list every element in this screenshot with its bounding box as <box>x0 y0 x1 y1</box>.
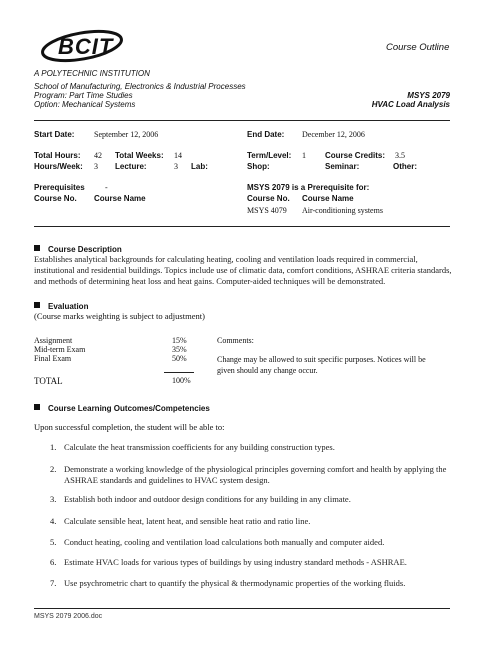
bullet-square-icon <box>34 404 40 410</box>
credits-value: 3.5 <box>395 151 405 160</box>
lecture-value: 3 <box>174 162 178 171</box>
description-text: Establishes analytical backgrounds for calculating heating, cooling and ventilation loads required in commercial, institutional and residential buildings. Topics include use of climatic data, comfort conditions, ASHRAE criteria standards, and methods of determining heat loss and heat gains. Computer-aided techniques will be demonstrated. <box>34 254 452 286</box>
outcomes-heading <box>34 398 210 416</box>
prereq-dash: - <box>105 183 108 192</box>
shop-label: Shop: <box>247 162 270 171</box>
eval-row-item: Assignment <box>34 336 73 345</box>
lab-label: Lab: <box>191 162 208 171</box>
program: Program: Part Time Studies <box>34 91 133 100</box>
description-title: Course Description <box>48 245 122 254</box>
eval-row-pct: 15% <box>172 336 187 345</box>
outcome-number: 5. <box>50 537 57 547</box>
comments-label: Comments: <box>217 336 254 345</box>
prereq-title: Prerequisites <box>34 183 85 192</box>
outcome-text: Estimate HVAC loads for various types of buildings by using industry standard methods - ASHRAE. <box>64 557 407 567</box>
header-rule <box>34 120 450 121</box>
eval-row-pct: 35% <box>172 345 187 354</box>
outcome-text: Conduct heating, cooling and ventilation load calculations both manually and computer aided. <box>64 537 385 547</box>
prereq-for-course-name: Air-conditioning systems <box>302 206 383 215</box>
outcomes-title: Course Learning Outcomes/Competencies <box>48 404 210 413</box>
bullet-square-icon <box>34 302 40 308</box>
outcome-number: 6. <box>50 557 57 567</box>
term-label: Term/Level: <box>247 151 292 160</box>
other-label: Other: <box>393 162 417 171</box>
outcome-text: Demonstrate a working knowledge of the physiological principles governing comfort and health by applying the ASHRAE standards and guidelines to HVAC system design. <box>64 464 447 485</box>
total-hours-value: 42 <box>94 151 102 160</box>
outcome-text: Establish both indoor and outdoor design conditions for any building in any climate. <box>64 494 351 504</box>
credits-label: Course Credits: <box>325 151 386 160</box>
outcome-number: 7. <box>50 578 57 588</box>
prereq-for-course-no: MSYS 4079 <box>247 206 287 215</box>
end-date-label: End Date: <box>247 130 285 139</box>
total-hours-label: Total Hours: <box>34 151 81 160</box>
prereq-for-col-no: Course No. <box>247 194 290 203</box>
outcome-number: 4. <box>50 516 57 526</box>
total-weeks-label: Total Weeks: <box>115 151 164 160</box>
start-date-value: September 12, 2006 <box>94 130 159 139</box>
prereq-col-no: Course No. <box>34 194 77 203</box>
option: Option: Mechanical Systems <box>34 100 136 109</box>
evaluation-title: Evaluation <box>48 302 89 311</box>
hours-week-value: 3 <box>94 162 98 171</box>
logo-text: BCIT <box>58 34 114 59</box>
seminar-label: Seminar: <box>325 162 360 171</box>
outcome-text: Calculate the heat transmission coefficients for any building construction types. <box>64 442 335 452</box>
logo <box>38 26 130 66</box>
footer-rule <box>34 608 450 609</box>
outcome-number: 2. <box>50 464 57 474</box>
start-date-label: Start Date: <box>34 130 75 139</box>
evaluation-note: (Course marks weighting is subject to adjustment) <box>34 311 205 321</box>
outcome-text: Use psychrometric chart to quantify the physical & thermodynamic properties of the working fluids. <box>64 578 406 588</box>
prereq-col-name: Course Name <box>94 194 146 203</box>
prereq-for-col-name: Course Name <box>302 194 354 203</box>
term-value: 1 <box>302 151 306 160</box>
institution: A POLYTECHNIC INSTITUTION <box>34 69 150 78</box>
prereq-for-title: MSYS 2079 is a Prerequisite for: <box>247 183 370 192</box>
bullet-square-icon <box>34 245 40 251</box>
info-rule <box>34 226 450 227</box>
eval-row-item: Final Exam <box>34 354 72 363</box>
total-pct: 100% <box>172 376 191 385</box>
eval-row-pct: 50% <box>172 354 187 363</box>
school: School of Manufacturing, Electronics & Industrial Processes <box>34 82 246 91</box>
course-title: HVAC Load Analysis <box>371 100 450 109</box>
doc-type: Course Outline <box>386 42 450 53</box>
outcome-number: 1. <box>50 442 57 452</box>
outcomes-intro: Upon successful completion, the student will be able to: <box>34 422 225 432</box>
outcome-number: 3. <box>50 494 57 504</box>
end-date-value: December 12, 2006 <box>302 130 365 139</box>
course-code: MSYS 2079 <box>407 91 450 100</box>
lecture-label: Lecture: <box>115 162 147 171</box>
total-rule <box>164 372 194 373</box>
total-label: TOTAL <box>34 376 63 386</box>
eval-row-item: Mid-term Exam <box>34 345 86 354</box>
hours-week-label: Hours/Week: <box>34 162 83 171</box>
footer-filename: MSYS 2079 2006.doc <box>34 613 103 620</box>
comments-text: Change may be allowed to suit specific purposes. Notices will be given should any change occur. <box>217 355 426 375</box>
outcome-text: Calculate sensible heat, latent heat, and sensible heat ratio and ratio line. <box>64 516 311 526</box>
total-weeks-value: 14 <box>174 151 182 160</box>
